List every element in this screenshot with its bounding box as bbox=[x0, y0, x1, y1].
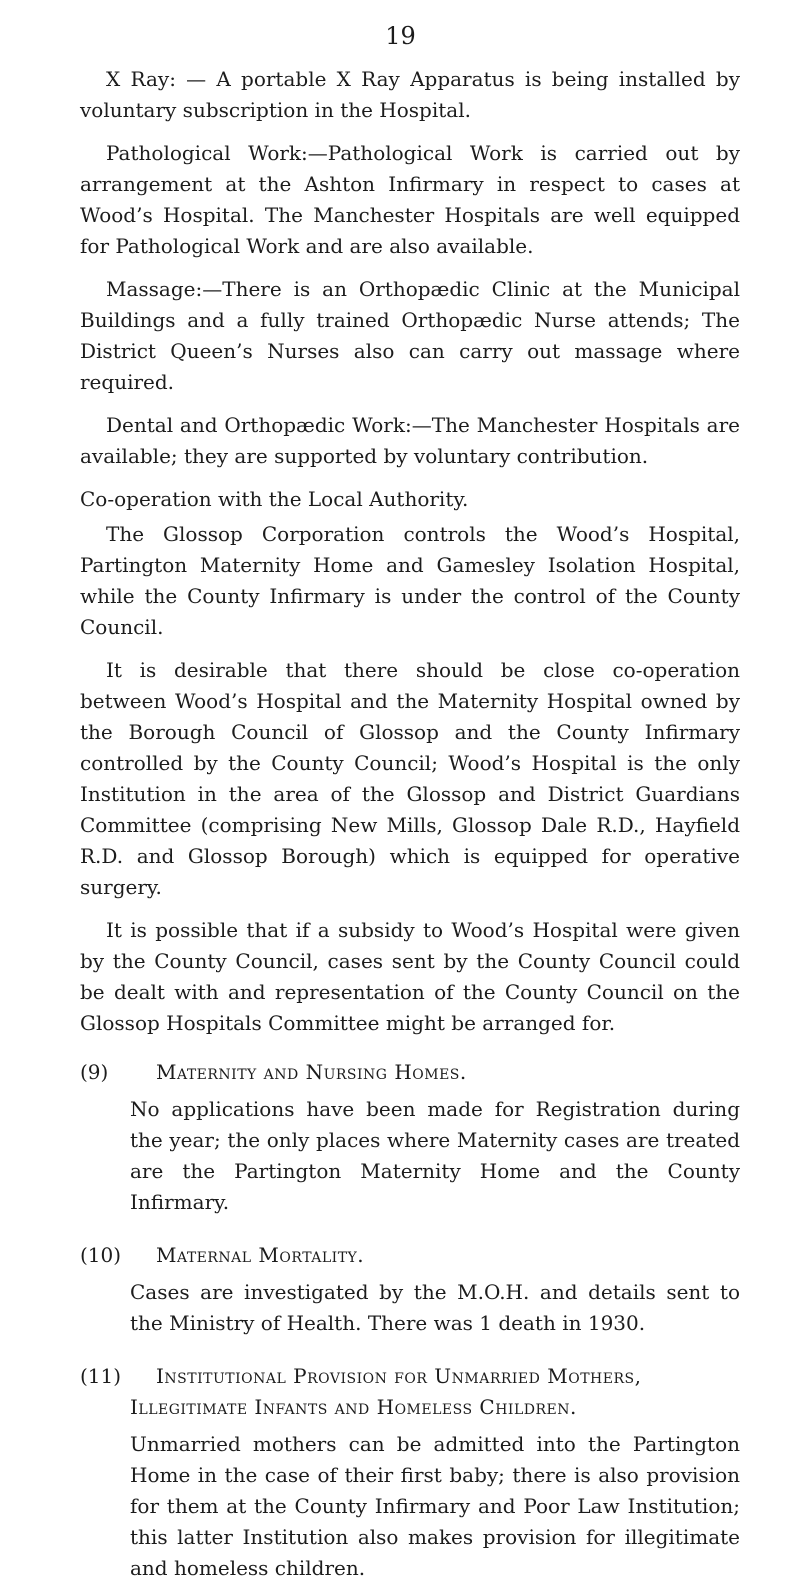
section-9 bbox=[80, 1057, 740, 1218]
paragraph-x-ray: X Ray: — A portable X Ray Apparatus is being installed by voluntary subscription in the Hospital. bbox=[80, 67, 740, 122]
paragraph-pathological-work: Pathological Work:—Pathological Work is carried out by arrangement at the Ashton Infirmary in respect to cases at Wood’s Hospital. The Manchester Hospitals are well equipped for Pathological Work and are also available. bbox=[80, 141, 740, 258]
body-text bbox=[80, 64, 740, 1584]
section-text: No applications have been made for Registration during the year; the only places where Maternity cases are treated are the Partington Maternity Home and the County Infirmary. bbox=[130, 1097, 740, 1214]
section-title: Maternity and Nursing Homes. bbox=[156, 1060, 467, 1084]
section-title: Institutional Provision for Unmarried Mothers, Illegitimate Infants and Homeless Children. bbox=[130, 1364, 642, 1419]
section-10 bbox=[80, 1240, 740, 1339]
section-text: Unmarried mothers can be admitted into the Partington Home in the case of their first baby; there is also provision for them at the County Infirmary and Poor Law Institution; this latter Institution also makes provision for illegitimate and homeless children. bbox=[130, 1432, 740, 1580]
section-number: (9) bbox=[80, 1060, 109, 1084]
section-number: (10) bbox=[80, 1243, 122, 1267]
paragraph-dental-orthopaedic: Dental and Orthopædic Work:—The Manchester Hospitals are available; they are supported by voluntary contribution. bbox=[80, 413, 740, 468]
paragraph-subsidy: It is possible that if a subsidy to Wood’s Hospital were given by the County Council, cases sent by the County Council could be dealt with and representation of the County Council on the Glossop Hospitals Committee might be arranged for. bbox=[80, 918, 740, 1035]
cooperation-heading: Co-operation with the Local Authority. bbox=[80, 487, 469, 511]
section-title: Maternal Mortality. bbox=[156, 1243, 365, 1267]
section-number: (11) bbox=[80, 1364, 122, 1388]
section-text: Cases are investigated by the M.O.H. and details sent to the Ministry of Health. There was 1 death in 1930. bbox=[130, 1280, 740, 1335]
page-number: 19 bbox=[385, 22, 416, 50]
section-11 bbox=[80, 1361, 740, 1584]
paragraph-glossop-corporation: The Glossop Corporation controls the Wood’s Hospital, Partington Maternity Home and Gamesley Isolation Hospital, while the County Infirmary is under the control of the County Council. bbox=[80, 522, 740, 639]
paragraph-massage: Massage:—There is an Orthopædic Clinic at the Municipal Buildings and a fully trained Orthopædic Nurse attends; The District Queen’s Nurses also can carry out massage where required. bbox=[80, 277, 740, 394]
paragraph-close-cooperation: It is desirable that there should be close co-operation between Wood’s Hospital and the Maternity Hospital owned by the Borough Council of Glossop and the County Infirmary controlled by the County Council; Wood’s Hospital is the only Institution in the area of the Glossop and District Guardians Committee (comprising New Mills, Glossop Dale R.D., Hayfield R.D. and Glossop Borough) which is equipped for operative surgery. bbox=[80, 658, 740, 899]
